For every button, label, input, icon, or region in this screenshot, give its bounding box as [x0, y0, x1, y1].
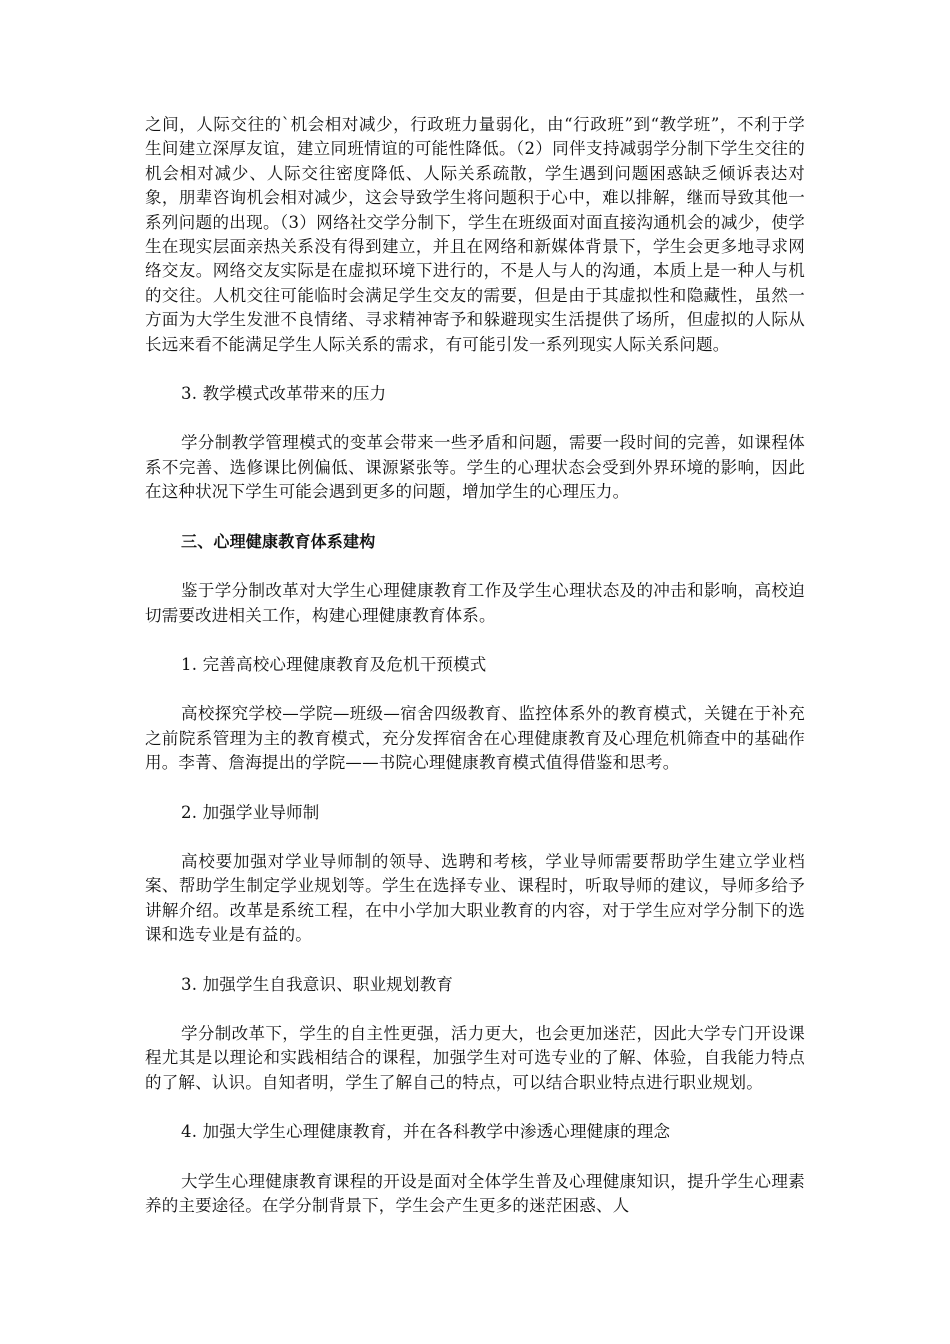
- paragraph-section-intro: 鉴于学分制改革对大学生心理健康教育工作及学生心理状态及的冲击和影响，高校迫切需要改进相关工作，构建心理健康教育体系。: [145, 581, 805, 625]
- paragraph-academic-mentor: 高校要加强对学业导师制的领导、选聘和考核，学业导师需要帮助学生建立学业档案、帮助学生制定学业规划等。学生在选择专业、课程时，听取导师的建议，导师多给予讲解介绍。改革是系统工程，在中小学加大职业教育的内容，对于学生应对学分制下的选课和选专业是有益的。: [145, 851, 805, 945]
- subheading-self-awareness: 3. 加强学生自我意识、职业规划教育: [181, 974, 454, 994]
- subheading-academic-mentor: 2. 加强学业导师制: [181, 802, 320, 822]
- subheading-teaching-reform-pressure: 3. 教学模式改革带来的压力: [181, 384, 387, 404]
- subheading-crisis-intervention: 1. 完善高校心理健康教育及危机干预模式: [181, 654, 487, 674]
- paragraph-self-awareness: 学分制改革下，学生的自主性更强，活力更大，也会更加迷茫，因此大学专门开设课程尤其是以理论和实践相结合的课程，加强学生对可选专业的了解、体验，自我能力特点的了解、认识。自知者明，学生了解自己的特点，可以结合职业特点进行职业规划。: [145, 1023, 805, 1092]
- paragraph-intro: 之间，人际交往的`机会相对减少，行政班力量弱化，由“行政班”到“教学班”，不利于学生间建立深厚友谊，建立同班情谊的可能性降低。（2）同伴支持减弱学分制下学生交往的机会相对减少、人际交往密度降低、人际关系疏散，学生遇到问题困惑缺乏倾诉表达对象，朋辈咨询机会相对减少，这会导致学生将问题积于心中，难以排解，继而导致其他一系列问题的出现。（3）网络社交学分制下，学生在班级面对面直接沟通机会的减少，使学生在现实层面亲热关系没有得到建立，并且在网络和新媒体背景下，学生会更多地寻求网络交友。网络交友实际是在虚拟环境下进行的，不是人与人的沟通，本质上是一种人与机的交往。人机交往可能临时会满足学生交友的需要，但是由于其虚拟性和隐藏性，虽然一方面为大学生发泄不良情绪、寻求精神寄予和躲避现实生活提供了场所，但虚拟的人际从长远来看不能满足学生人际关系的需求，有可能引发一系列现实人际关系问题。: [145, 115, 805, 354]
- section-title-system-construction: 三、心理健康教育体系建构: [181, 531, 376, 551]
- paragraph-crisis-intervention: 高校探究学校—学院—班级—宿舍四级教育、监控体系外的教育模式，关键在于补充之前院系管理为主的教育模式，充分发挥宿舍在心理健康教育及心理危机筛查中的基础作用。李菁、詹海提出的学院——书院心理健康教育模式值得借鉴和思考。: [145, 704, 805, 773]
- document-page: [145, 113, 805, 1243]
- subheading-mental-health-education: 4. 加强大学生心理健康教育，并在各科教学中渗透心理健康的理念: [181, 1122, 671, 1142]
- paragraph-teaching-reform-pressure: 学分制教学管理模式的变革会带来一些矛盾和问题，需要一段时间的完善，如课程体系不完善、选修课比例偏低、课源紧张等。学生的心理状态会受到外界环境的影响，因此在这种状况下学生可能会遇到更多的问题，增加学生的心理压力。: [145, 433, 805, 502]
- paragraph-mental-health-education: 大学生心理健康教育课程的开设是面对全体学生普及心理健康知识，提升学生心理素养的主要途径。在学分制背景下，学生会产生更多的迷茫困惑、人: [145, 1171, 805, 1215]
